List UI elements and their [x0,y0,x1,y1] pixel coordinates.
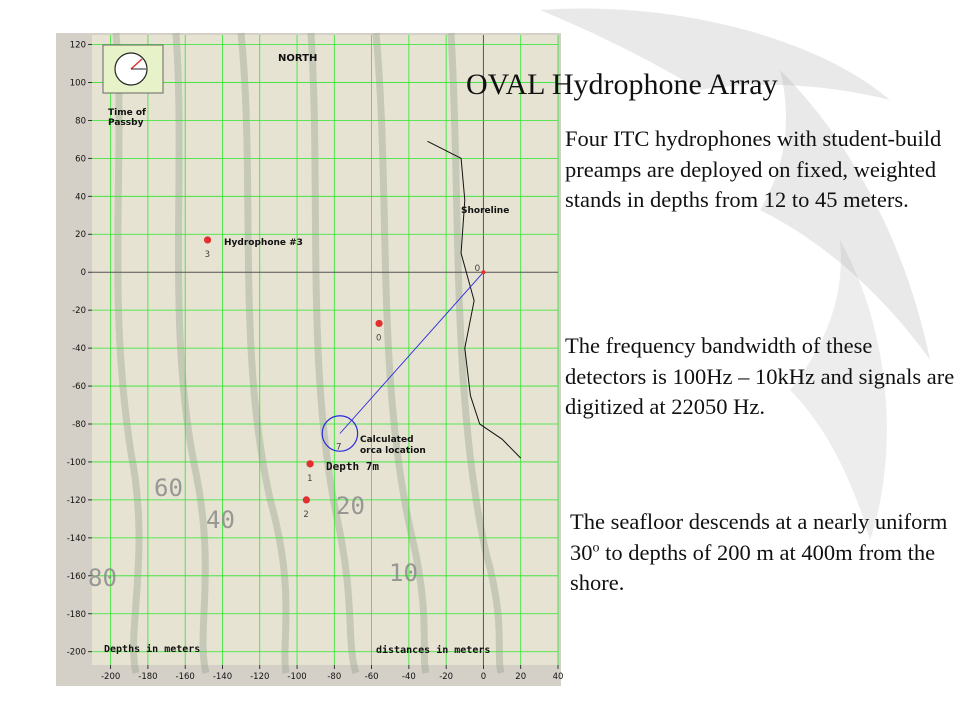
y-tick-label: 40 [75,192,86,203]
y-tick-label: -200 [66,647,86,658]
x-tick-label: -200 [100,672,121,682]
y-tick-label: 20 [75,230,86,241]
depth-contour-label: 60 [154,474,183,502]
x-tick-label: -140 [212,672,233,682]
x-axis-ticks [101,665,563,682]
label-line: Calculated [360,435,414,445]
north-label: NORTH [278,53,318,64]
x-tick-label: -160 [175,672,195,682]
hydrophone-map-window [56,33,564,686]
hydrophone-3-label: Hydrophone #3 [224,238,303,248]
x-tick-label: -60 [364,672,379,682]
depth-contour-label: 80 [88,564,117,592]
depth-contour-label: 10 [389,559,418,587]
y-tick-label: -80 [72,420,86,431]
seafloor-text-b: to depths of 200 m at 400m from the shore. [570,539,936,595]
x-tick-label: 0 [480,672,487,682]
x-tick-label: 40 [552,672,564,682]
hydrophone-description: Four ITC hydrophones with student-build preamps are deployed on fixed, weighted stands in depths from 12 to 45 meters. [565,126,942,212]
hydrophone-marker [204,236,211,243]
y-tick-label: -100 [66,457,86,468]
hydrophone-id-label: 0 [376,333,382,344]
y-tick-label: 100 [69,78,86,89]
origin-marker [481,270,485,274]
depth-label: Depth 7m [326,460,379,473]
hydrophone-id-label: 2 [303,509,309,520]
label-line: Passby [108,118,144,128]
hydrophone-id-label: 1 [307,473,313,484]
x-tick-label: 20 [515,672,527,682]
y-tick-label: 120 [69,40,86,51]
slide-title: OVAL Hydrophone Array [466,68,778,101]
hydrophone-marker [375,320,382,327]
hydrophone-marker [306,460,313,467]
x-tick-label: -100 [287,672,307,682]
y-tick-label: 0 [80,268,86,279]
y-tick-label: -60 [72,382,86,393]
depth-contour-label: 40 [206,506,235,534]
y-tick-label: -20 [72,306,86,317]
y-tick-label: 80 [75,116,86,127]
seafloor-text-a: The seafloor descends at a nearly uniform 30 [570,509,948,565]
x-tick-label: -20 [439,672,454,682]
hydrophone-id-label: 3 [204,249,210,260]
y-tick-label: 60 [75,154,86,165]
bandwidth-description: The frequency bandwidth of these detectors is 100Hz – 10kHz and signals are digitized at 22050 Hz. [565,333,955,419]
origin-label: 0 [474,264,481,275]
y-tick-label: -120 [66,495,86,506]
hydrophone-map-plot [56,33,564,686]
degree-superscript: o [592,540,600,555]
time-of-passby-label [108,108,146,128]
depths-in-meters-label: Depths in meters [104,644,201,655]
x-tick-label: -180 [138,672,158,682]
hydrophone-marker [303,496,310,503]
x-tick-label: -120 [250,672,270,682]
y-tick-label: -40 [72,344,86,355]
y-tick-label: -140 [66,533,86,544]
y-tick-label: -180 [66,609,86,620]
label-line: Time of [108,108,146,118]
x-tick-label: -80 [327,672,342,682]
x-tick-label: -40 [401,672,416,682]
seafloor-description [570,507,960,599]
distances-in-meters-label: distances in meters [376,645,491,656]
y-tick-label: -160 [66,571,86,582]
depth-contour-label: 20 [336,492,365,520]
shoreline-label: Shoreline [461,206,510,216]
label-line: orca location [360,446,426,456]
orca-id-label: 7 [335,442,342,453]
